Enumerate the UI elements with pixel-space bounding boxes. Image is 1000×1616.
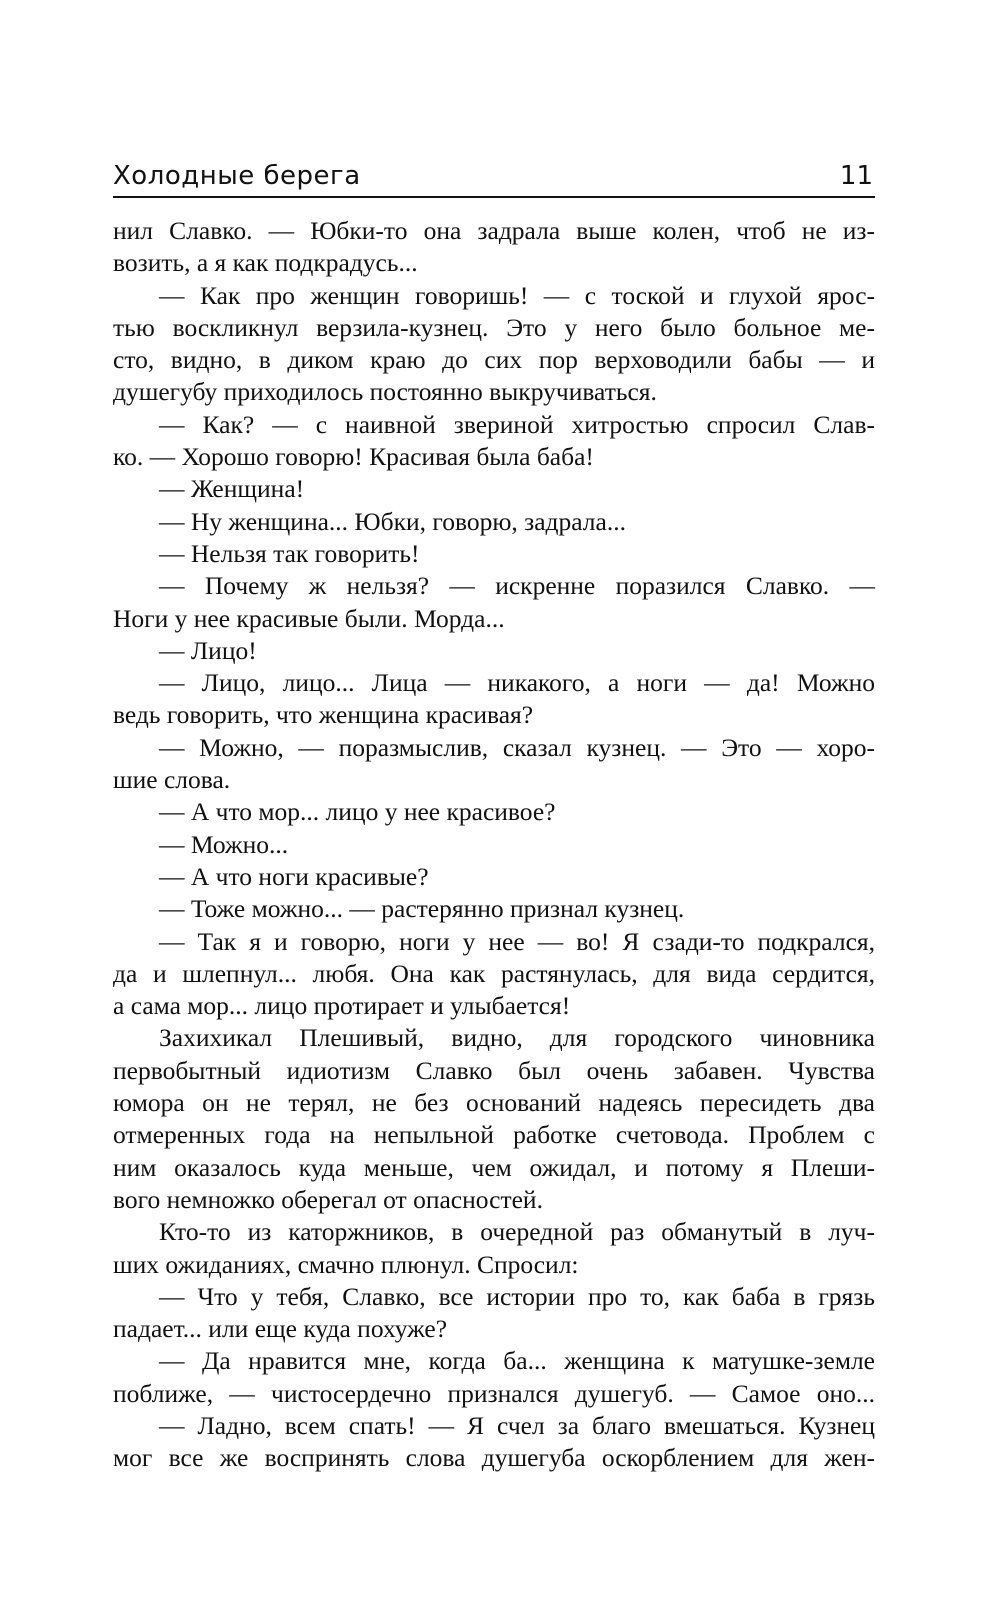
text-line: юмора он не терял, не без оснований надеясь пересидеть два <box>113 1088 875 1118</box>
text-line: шие слова. <box>113 765 231 795</box>
text-line: а сама мор... лицо протирает и улыбается! <box>113 991 571 1021</box>
text-line: — Можно... <box>159 829 289 859</box>
text-line: — Так я и говорю, ноги у нее — во! Я сзади-то подкрался, <box>159 926 875 956</box>
text-line: — Лицо! <box>159 635 257 665</box>
text-line: Захихикал Плешивый, видно, для городского чиновника <box>159 1023 875 1053</box>
text-line: первобытный идиотизм Славко был очень забавен. Чувства <box>113 1055 875 1085</box>
text-line: поближе, — чистосердечно признался душегуб. — Самое оно... <box>113 1378 875 1408</box>
text-line: сто, видно, в диком краю до сих пор верховодили бабы — и <box>113 345 875 375</box>
text-line: — Что у тебя, Славко, все истории про то, как баба в грязь <box>159 1281 875 1311</box>
text-line: — Да нравится мне, когда ба... женщина к матушке-земле <box>159 1346 875 1376</box>
body-text <box>113 215 875 1475</box>
text-line: отмеренных года на непыльной работке счетовода. Проблем с <box>113 1120 875 1150</box>
text-line: — А что ноги красивые? <box>159 861 429 891</box>
text-line: да и шлепнул... любя. Она как растянулась, для вида сердится, <box>113 958 875 988</box>
text-line: — А что мор... лицо у нее красивое? <box>159 797 556 827</box>
text-line: — Можно, — поразмыслив, сказал кузнец. — Это — хоро- <box>159 732 875 762</box>
text-line: мог все же воспринять слова душегуба оскорблением для жен- <box>113 1443 875 1473</box>
text-line: — Ну женщина... Юбки, говорю, задрала... <box>159 506 626 536</box>
text-line: душегубу приходилось постоянно выкручиваться. <box>113 377 657 407</box>
text-line: Ноги у нее красивые были. Морда... <box>113 603 505 633</box>
text-line: — Как? — с наивной звериной хитростью спросил Слав- <box>159 409 875 439</box>
text-line: вого немножко оберегал от опасностей. <box>113 1184 543 1214</box>
header-rule <box>113 196 875 198</box>
text-line: — Тоже можно... — растерянно признал кузнец. <box>159 894 685 924</box>
text-line: ших ожиданиях, смачно плюнул. Спросил: <box>113 1249 579 1279</box>
text-line: — Почему ж нельзя? — искренне поразился Славко. — <box>159 571 875 601</box>
text-line: — Как про женщин говоришь! — с тоской и глухой ярос- <box>159 280 875 310</box>
running-title: Холодные берега <box>113 161 361 191</box>
text-line: ведь говорить, что женщина красивая? <box>113 700 534 730</box>
text-line: — Ладно, всем спать! — Я счел за благо вмешаться. Кузнец <box>159 1410 875 1440</box>
text-line: — Женщина! <box>159 474 305 504</box>
text-line: тью воскликнул верзила-кузнец. Это у него было больное ме- <box>113 312 875 342</box>
text-line: Кто-то из каторжников, в очередной раз обманутый в луч- <box>159 1217 875 1247</box>
text-line: ним оказалось куда меньше, чем ожидал, и потому я Плеши- <box>113 1152 875 1182</box>
page-number: 11 <box>839 161 873 191</box>
running-head <box>113 160 875 196</box>
text-line: возить, а я как подкрадусь... <box>113 248 418 278</box>
text-line: — Лицо, лицо... Лица — никакого, а ноги — да! Можно <box>159 668 875 698</box>
text-line: нил Славко. — Юбки-то она задрала выше колен, чтоб не из- <box>113 216 875 245</box>
text-line: падает... или еще куда похуже? <box>113 1314 448 1344</box>
text-line: ко. — Хорошо говорю! Красивая была баба! <box>113 442 594 472</box>
text-line: — Нельзя так говорить! <box>159 538 420 568</box>
